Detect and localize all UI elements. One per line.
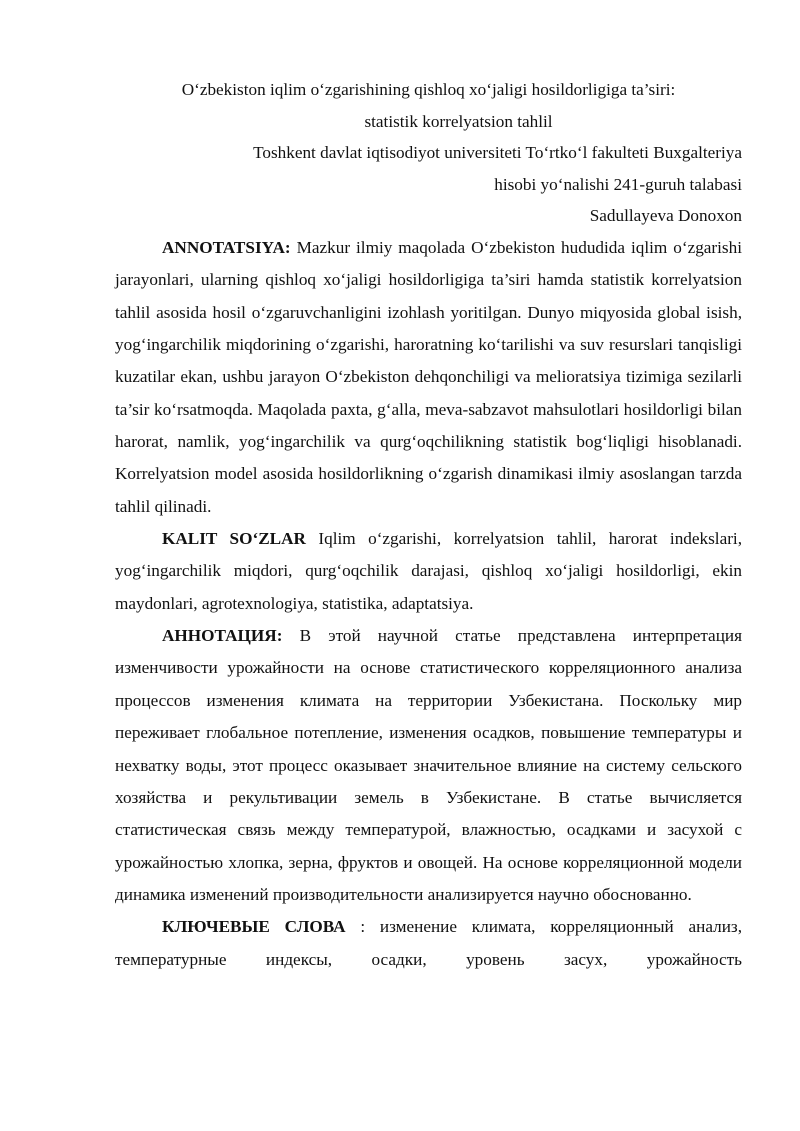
annotation-uz-label: ANNOTATSIYA: [162,238,291,257]
annotation-ru-label: АННОТАЦИЯ: [162,626,283,646]
author-name: Sadullayeva Donoxon [589,206,742,225]
paper-title-line-1: O‘zbekiston iqlim o‘zgarishining qishloq xo‘jaligi hosildorligiga ta’siri: [181,80,676,99]
keywords-uz-label: KALIT SO‘ZLAR [162,529,306,549]
author-affiliation-line-1: Toshkent davlat iqtisodiyot universiteti To‘rtko‘l fakulteti Buxgalteriya [253,143,742,162]
annotation-ru-paragraph [115,620,742,911]
keywords-ru-paragraph [115,911,742,976]
body-block [115,232,742,976]
author-affiliation-line-2: hisobi yo‘nalishi 241-guruh talabasi [494,174,742,194]
keywords-ru-label: КЛЮЧЕВЫЕ СЛОВА [162,917,346,937]
paper-title-line-2: statistik korrelyatsion tahlil [364,111,553,131]
annotation-ru-text: В этой научной статье представлена интерпретация изменчивости урожайности на основе статистического корреляционного анализа процессов изменения климата на территории Узбекистана. Поскольку мир переживает глобальное потепление, изменения осадков, повышение температуры и нехватку воды, этот процесс оказывает значительное влияние на систему сельского хозяйства и рекультивации земель в Узбекистане. В статье вычисляется статистическая связь между температурой, влажностью, осадками и засухой с урожайностью хлопка, зерна, фруктов и овощей. На основе корреляционной модели динамика изменений производительности анализируется научно обоснованно. [115,626,742,904]
annotation-uz-text: Mazkur ilmiy maqolada O‘zbekiston hududida iqlim o‘zgarishi jarayonlari, ularning qishloq xo‘jaligi hosildorligiga ta’siri hamda statistik korrelyatsion tahlil asosida hosil o‘zgaruvchanligini izohlash yoritilgan. Dunyo miqyosida global isish, yog‘ingarchilik miqdorining o‘zgarishi, haroratning ko‘tarilishi va suv resurslari tanqisligi kuzatilar ekan, ushbu jarayon O‘zbekiston dehqonchiligi va melioratsiya tizimiga sezilarli ta’sir ko‘rsatmoqda. Maqolada paxta, g‘alla, meva-sabzavot mahsulotlari hosildorligi bilan harorat, namlik, yog‘ingarchilik va qurg‘oqchilikning statistik bog‘liqligi hisoblanadi. Korrelyatsion model asosida hosildorlikning o‘zgarish dinamikasi ilmiy asoslangan tarzda tahlil qilinadi. [115,238,742,516]
keywords-ru-text: : изменение климата, корреляционный анализ, температурные индексы, осадки, уровень засух, урожайность [115,917,742,969]
title-block [115,74,742,232]
annotation-uz-paragraph [115,232,742,523]
keywords-uz-paragraph [115,523,742,620]
keywords-uz-text: Iqlim o‘zgarishi, korrelyatsion tahlil, harorat indekslari, yog‘ingarchilik miqdori, qurg‘oqchilik darajasi, qishloq xo‘jaligi hosildorligi, ekin maydonlari, agrotexnologiya, statistika, adaptatsiya. [115,529,742,613]
